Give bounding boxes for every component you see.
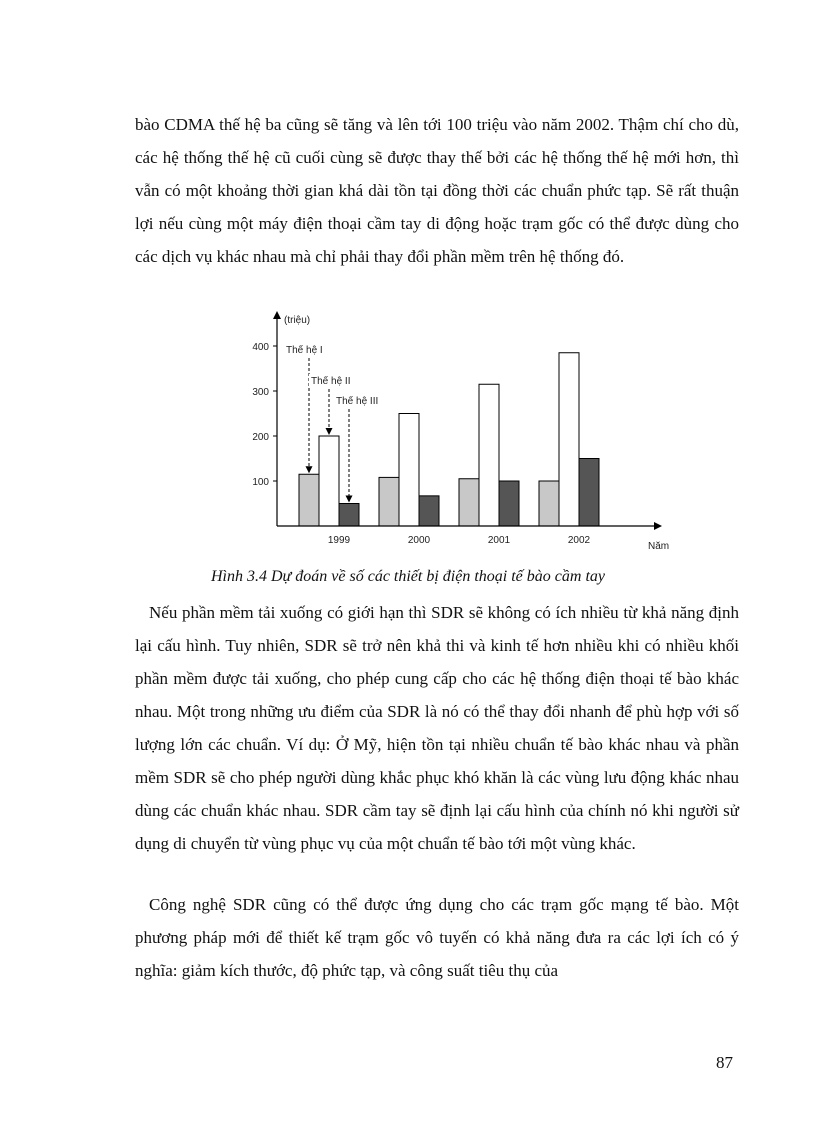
x-tick-label-2002: 2002 bbox=[567, 535, 591, 546]
y-axis-label: (triệu) bbox=[284, 315, 311, 326]
bar-2000-series-2 bbox=[399, 414, 419, 527]
figure-caption: Hình 3.4 Dự đoán về số các thiết bị điện thoại tế bào cầm tay bbox=[211, 568, 605, 585]
bar-2001-series-1 bbox=[459, 479, 479, 526]
annotation-arrow-head-2 bbox=[326, 428, 333, 435]
bar-2000-series-3 bbox=[419, 496, 439, 526]
x-axis-label: Năm bbox=[648, 541, 670, 552]
bar-1999-series-3 bbox=[339, 504, 359, 527]
annotation-label-2: Thế hệ II bbox=[311, 376, 351, 387]
y-tick-label-400: 400 bbox=[252, 342, 269, 353]
bar-2000-series-1 bbox=[379, 477, 399, 526]
body-paragraph-1: bào CDMA thế hệ ba cũng sẽ tăng và lên tới 100 triệu vào năm 2002. Thậm chí cho dù, các hệ thống thế hệ cũ cuối cùng sẽ được thay thế bởi các hệ thống thế hệ mới hơn, thì vẫn có một khoảng thời gian khá dài tồn tại đồng thời các chuẩn phức tạp. Sẽ rất thuận lợi nếu cùng một máy điện thoại cầm tay di động hoặc trạm gốc có thể được dùng cho các dịch vụ khác nhau mà chỉ phải thay đổi phần mềm trên hệ thống đó. bbox=[135, 115, 739, 266]
y-tick-label-300: 300 bbox=[252, 387, 269, 398]
x-tick-label-1999: 1999 bbox=[327, 535, 351, 546]
bar-2002-series-1 bbox=[539, 481, 559, 526]
bar-1999-series-2 bbox=[319, 436, 339, 526]
annotation-arrow-head-3 bbox=[346, 496, 353, 503]
page-number: 87 bbox=[716, 1053, 733, 1072]
bar-2002-series-3 bbox=[579, 459, 599, 527]
bar-2002-series-2 bbox=[559, 353, 579, 526]
bar-2001-series-2 bbox=[479, 384, 499, 526]
annotation-arrow-head-1 bbox=[306, 466, 313, 473]
bar-chart bbox=[232, 305, 672, 555]
y-axis-arrow bbox=[273, 311, 281, 319]
bar-2001-series-3 bbox=[499, 481, 519, 526]
body-paragraph-3: Công nghệ SDR cũng có thể được ứng dụng cho các trạm gốc mạng tế bào. Một phương pháp mới để thiết kế trạm gốc vô tuyến có khả năng đưa ra các lợi ích có ý nghĩa: giảm kích thước, độ phức tạp, và công suất tiêu thụ của bbox=[135, 895, 739, 980]
x-tick-label-2000: 2000 bbox=[407, 535, 431, 546]
y-tick-label-100: 100 bbox=[252, 477, 269, 488]
x-tick-label-2001: 2001 bbox=[487, 535, 511, 546]
body-paragraph-2: Nếu phần mềm tải xuống có giới hạn thì SDR sẽ không có ích nhiều từ khả năng định lại cấu hình. Tuy nhiên, SDR sẽ trở nên khả thi và kinh tế hơn nhiều khi có nhiều khối phần mềm được tải xuống, cho phép cung cấp cho các hệ thống điện thoại tế bào khác nhau. Một trong những ưu điểm của SDR là nó có thể thay đổi nhanh để phù hợp với số lượng lớn các chuẩn. Ví dụ: Ở Mỹ, hiện tồn tại nhiều chuẩn tế bào khác nhau và phần mềm SDR sẽ cho phép người dùng khắc phục khó khăn là các vùng lưu động khác nhau dùng các chuẩn khác nhau. SDR cầm tay sẽ định lại cấu hình của chính nó khi người sử dụng di chuyển từ vùng phục vụ của một chuẩn tế bào tới một vùng khác. bbox=[135, 603, 739, 853]
bar-1999-series-1 bbox=[299, 474, 319, 526]
annotation-label-3: Thế hệ III bbox=[336, 396, 379, 407]
y-tick-label-200: 200 bbox=[252, 432, 269, 443]
annotation-label-1: Thế hệ I bbox=[286, 345, 323, 356]
x-axis-arrow bbox=[654, 522, 662, 530]
